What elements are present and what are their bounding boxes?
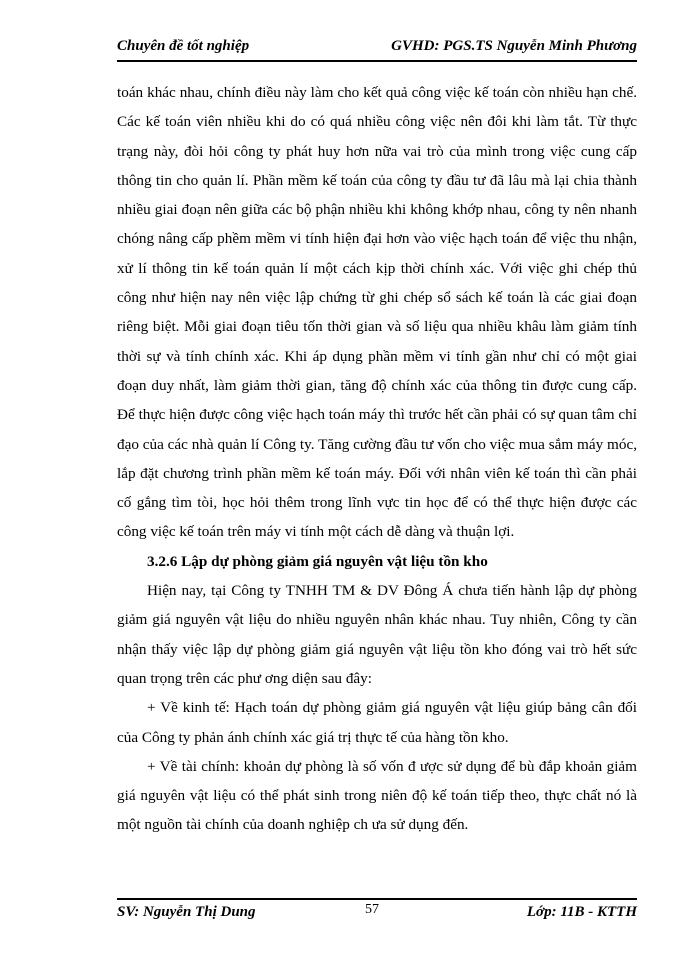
footer-class: Lớp: 11B - KTTH (526, 904, 637, 920)
footer-student: SV: Nguyễn Thị Dung (117, 904, 256, 920)
page-header (117, 38, 637, 62)
header-advisor: GVHD: PGS.TS Nguyễn Minh Phương (391, 38, 637, 54)
paragraph-intro: Hiện nay, tại Công ty TNHH TM & DV Đông Á chưa tiến hành lập dự phòng giảm giá nguyên vật liệu do nhiều nguyên nhân khác nhau. Tuy nhiên, Công ty cần nhận thấy việc lập dự phòng giảm giá nguyên vật liệu tồn kho đóng vai trò hết sức quan trọng trên các phư ơng diện sau đây: (117, 582, 637, 687)
paragraph-continuation: toán khác nhau, chính điều này làm cho kết quả công việc kế toán còn nhiều hạn chế. Các kế toán viên nhiều khi do có quá nhiều công việc nên đôi khi làm tắt. Từ thực trạng này, đòi hỏi công ty phát huy hơn nữa vai trò của mình trong việc cung cấp thông tin cho quản lí. Phần mềm kế toán của công ty đầu tư đã lâu mà lại chia thành nhiều giai đoạn nên giữa các bộ phận nhiều khi không khớp nhau, công ty nên nhanh chóng nâng cấp phềm mềm vi tính hiện đại hơn vào việc hạch toán để việc thu nhận, xử lí thông tin kế toán quản lí một cách kịp thời chính xác. Với việc ghi chép thủ công như hiện nay nên việc lập chứng từ ghi chép sổ sách kế toán là các giai đoạn riêng biệt. Mỗi giai đoạn tiêu tốn thời gian và số liệu qua nhiều khâu làm giảm tính thời sự và tính chính xác. Khi áp dụng phần mềm vi tính gần như chỉ có một giai đoạn duy nhất, làm giảm thời gian, tăng độ chính xác của thông tin được cung cấp. Để thực hiện được công việc hạch toán máy thì trước hết cần phải có sự quan tâm chỉ đạo của các nhà quản lí Công ty. Tăng cường đầu tư vốn cho việc mua sắm máy móc, lắp đặt chương trình phần mềm kế toán máy. Đối với nhân viên kế toán thì cần phải cố gắng tìm tòi, học hỏi thêm trong lĩnh vực tin học để có thể thực hiện được các công việc kế toán trên máy vi tính một cách dễ dàng và thuận lợi. (117, 84, 637, 541)
section-heading: 3.2.6 Lập dự phòng giảm giá nguyên vật liệu tồn kho (147, 552, 488, 570)
header-title: Chuyên đề tốt nghiệp (117, 38, 250, 54)
paragraph-economic: + Về kinh tế: Hạch toán dự phòng giảm giá nguyên vật liệu giúp bảng cân đối của Công ty phản ánh chính xác giá trị thực tế của hàng tồn kho. (117, 699, 637, 746)
page-footer (117, 898, 637, 924)
paragraph-financial: + Về tài chính: khoản dự phòng là số vốn đ ược sử dụng để bù đắp khoản giảm giá nguyên vật liệu có thể phát sinh trong niên độ kế toán tiếp theo, thực chất nó là một nguồn tài chính của doanh nghiệp ch ưa sử dụng đến. (117, 757, 637, 834)
page-content (117, 78, 637, 840)
page-number: 57 (365, 902, 379, 917)
